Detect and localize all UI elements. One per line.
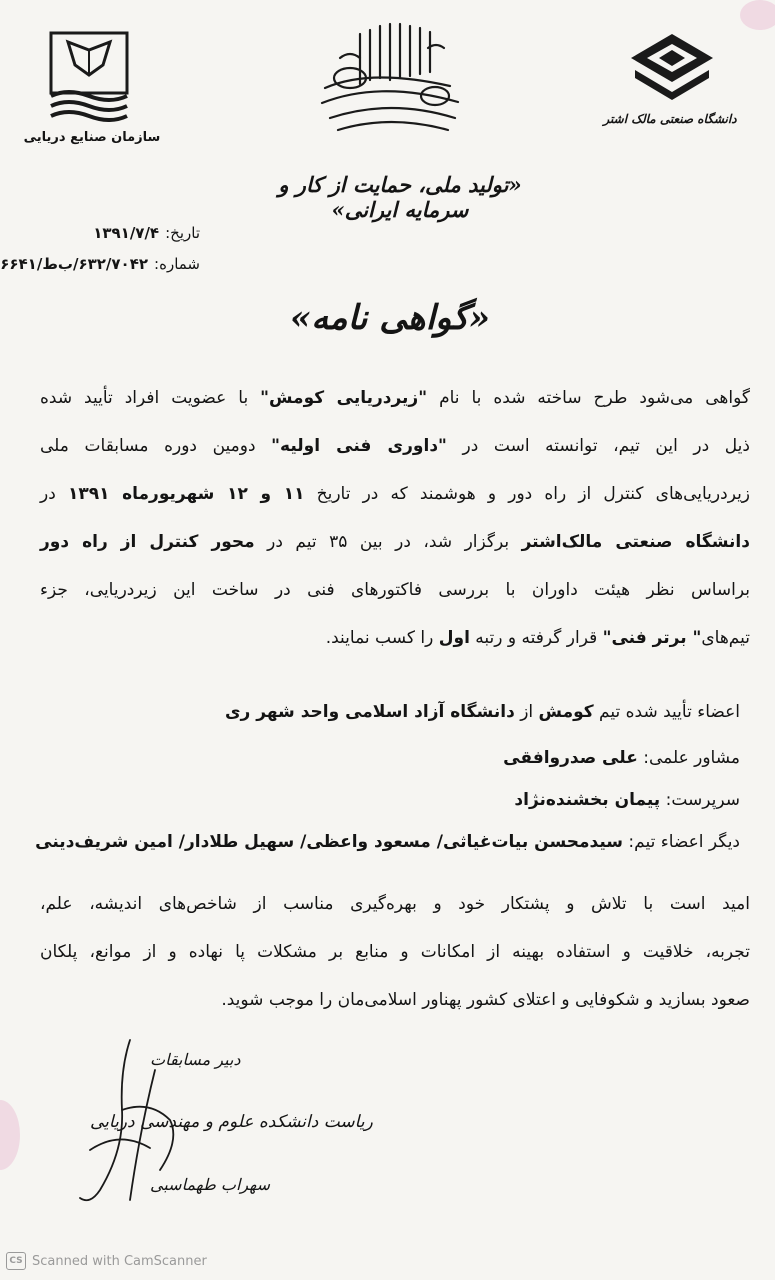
project-name: "زیردریایی کومش": [260, 388, 428, 408]
from-label: از: [514, 702, 539, 722]
bismillah-calligraphy: [310, 18, 470, 143]
signature-title-2: ریاست دانشکده علوم و مهندسی دریایی: [90, 1112, 373, 1132]
body-text: برگزار شد، در بین ۳۵ تیم در: [254, 532, 522, 552]
paper-stain: [740, 0, 775, 30]
evaluation-type: "داوری فنی اولیه": [271, 436, 447, 456]
date-label: تاریخ:: [165, 224, 200, 242]
body-line: [40, 374, 750, 422]
certificate-body: [40, 374, 750, 662]
date-row: [80, 224, 200, 242]
body-text: ذیل در این تیم، توانسته است در: [446, 436, 750, 456]
supervisor-label: سرپرست:: [660, 790, 740, 810]
body-line: [40, 614, 750, 662]
members-row: [35, 832, 740, 852]
signer-name: سهراب طهماسبی: [150, 1175, 271, 1194]
right-org-caption: دانشگاه صنعتی مالک اشتر: [603, 112, 737, 126]
award-category: " برتر فنی": [602, 628, 702, 648]
camscanner-text: Scanned with CamScanner: [32, 1253, 207, 1269]
bismillah-text: بسم الله الرحمن الرحیم: [384, 136, 396, 137]
number-row: [0, 255, 200, 273]
body-line: [40, 566, 750, 614]
number-value: ۶۳۲/۷۰۴۲/ب‌ط/۶۶۴۱: [0, 255, 149, 273]
supervisor-row: [40, 790, 740, 810]
body-text: با عضویت افراد تأیید شده: [40, 388, 261, 408]
others-label: دیگر اعضاء تیم:: [623, 832, 740, 852]
malek-ashtar-university-logo: [627, 30, 717, 108]
marine-industries-logo: [48, 30, 130, 122]
certificate-title: «گواهی نامه»: [289, 298, 491, 338]
body-line: [40, 470, 750, 518]
body-line: [40, 518, 750, 566]
host-university: دانشگاه صنعتی مالک‌اشتر: [521, 532, 750, 552]
motto-heading: «تولید ملی، حمایت از کار و سرمایه ایرانی»: [278, 172, 522, 222]
left-org-caption: سازمان صنایع دریایی: [23, 130, 161, 145]
rank: اول: [438, 628, 470, 648]
paper-stain: [0, 1100, 20, 1170]
advisor-name: علی صدروافقی: [503, 748, 638, 768]
closing-paragraph: [40, 880, 750, 1024]
number-label: شماره:: [154, 255, 200, 273]
closing-line: امید است با تلاش و پشتکار خود و بهره‌گیری مناسب از شاخص‌های اندیشه، علم،: [40, 894, 750, 914]
body-text: قرار گرفته و رتبه: [469, 628, 603, 648]
body-text: زیردریایی‌های کنترل از راه دور و هوشمند که در تاریخ: [304, 484, 751, 504]
body-text: تیم‌های: [701, 628, 750, 648]
signature-title-1: دبیر مسابقات: [150, 1050, 241, 1069]
advisor-label: مشاور علمی:: [637, 748, 740, 768]
body-text: براساس نظر هیئت داوران با بررسی فاکتورهای فنی در ساخت این زیردریایی، جزء: [40, 580, 750, 600]
team-university: دانشگاه آزاد اسلامی واحد شهر ری: [224, 702, 515, 722]
body-line: [40, 422, 750, 470]
body-text: گواهی می‌شود طرح ساخته شده با نام: [427, 388, 750, 408]
body-text: در: [40, 484, 68, 504]
event-date: ۱۱ و ۱۲ شهریورماه ۱۳۹۱: [67, 484, 305, 504]
approved-label: اعضاء تأیید شده تیم: [593, 702, 740, 722]
body-text: را کسب نمایند.: [325, 628, 439, 648]
supervisor-name: پیمان بخشنده‌نژاد: [514, 790, 661, 810]
closing-line: صعود بسازید و شکوفایی و اعتلای کشور پهناور اسلامی‌مان را موجب شوید.: [221, 990, 750, 1010]
camscanner-watermark: [6, 1252, 207, 1270]
competition-track: محور کنترل از راه دور: [40, 532, 255, 552]
team-approved-row: [40, 702, 740, 722]
camscanner-icon: CS: [6, 1252, 26, 1270]
closing-line: تجربه، خلاقیت و استفاده بهینه از امکانات و منابع بر مشکلات پا نهاده و از موانع، پلکان: [40, 942, 750, 962]
body-text: دومین دوره مسابقات ملی: [40, 436, 272, 456]
advisor-row: [40, 748, 740, 768]
team-name: کومش: [538, 702, 594, 722]
others-names: سیدمحسن بیات‌غیاثی/ مسعود واعظی/ سهیل طلادار/ امین شریف‌دینی: [35, 832, 624, 852]
date-value: ۱۳۹۱/۷/۴: [93, 224, 160, 242]
